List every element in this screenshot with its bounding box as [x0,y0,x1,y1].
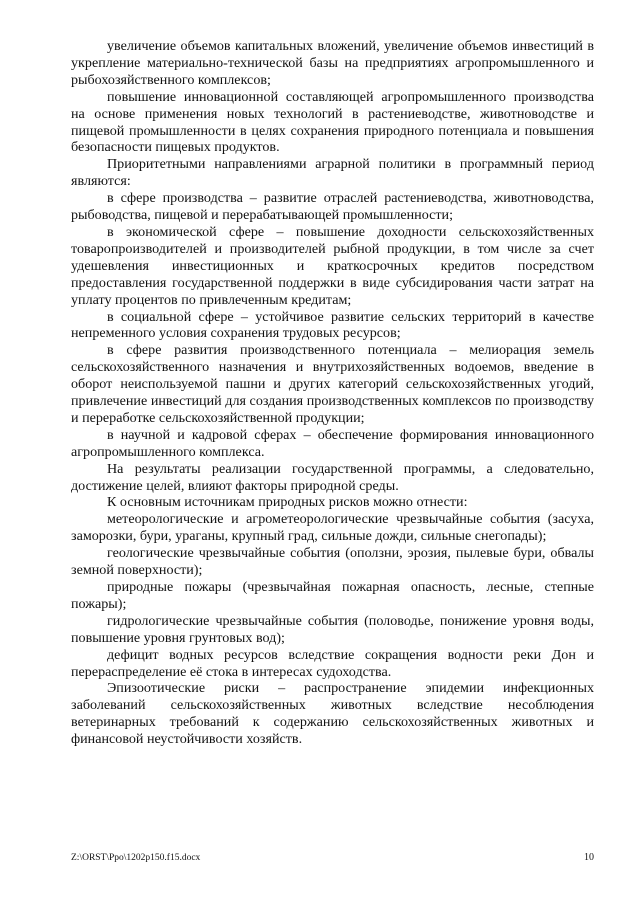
paragraph: в социальной сфере – устойчивое развитие сельских территорий в качестве непременного условия сохранения трудовых ресурсов; [71,308,594,342]
document-body [71,38,594,748]
paragraph: увеличение объемов капитальных вложений, увеличение объемов инвестиций в укрепление материально-технической базы на предприятиях агропромышленного и рыбохозяйственного комплексов; [71,38,594,88]
paragraph: дефицит водных ресурсов вследствие сокращения водности реки Дон и перераспределение её стока в интересах судоходства. [71,646,594,680]
paragraph: повышение инновационной составляющей агропромышленного производства на основе применения новых технологий в растениеводстве, животноводстве и пищевой промышленности в целях сохранения природного потенциала и повышения безопасности пищевых продуктов. [71,88,594,156]
paragraph: геологические чрезвычайные события (оползни, эрозия, пылевые бури, обвалы земной поверхности); [71,545,594,579]
paragraph: Эпизоотические риски – распространение эпидемии инфекционных заболеваний сельскохозяйственных животных вследствие несоблюдения ветеринарных требований к содержанию сельскохозяйственных животных и финансовой неустойчивости хозяйств. [71,680,594,748]
paragraph: в сфере развития производственного потенциала – мелиорация земель сельскохозяйственного назначения и внутрихозяйственных водоемов, введение в оборот неиспользуемой пашни и других категорий сельскохозяйственных угодий, привлечение инвестиций для создания производственных комплексов по производству и переработке сельскохозяйственной продукции; [71,342,594,426]
paragraph: в сфере производства – развитие отраслей растениеводства, животноводства, рыбоводства, пищевой и перерабатывающей промышленности; [71,190,594,224]
paragraph: Приоритетными направлениями аграрной политики в программный период являются: [71,156,594,190]
paragraph: гидрологические чрезвычайные события (половодье, понижение уровня воды, повышение уровня грунтовых вод); [71,612,594,646]
paragraph: На результаты реализации государственной программы, а следовательно, достижение целей, влияют факторы природной среды. [71,460,594,494]
paragraph: в научной и кадровой сферах – обеспечение формирования инновационного агропромышленного комплекса. [71,426,594,460]
paragraph: метеорологические и агрометеорологические чрезвычайные события (засуха, заморозки, бури, ураганы, крупный град, сильные дожди, сильные снегопады); [71,511,594,545]
paragraph: в экономической сфере – повышение доходности сельскохозяйственных товаропроизводителей и производителей рыбной продукции, в том числе за счет удешевления инвестиционных и краткосрочных кредитов посредством предоставления государственной поддержки в виде субсидирования части затрат на уплату процентов по привлеченным кредитам; [71,223,594,308]
paragraph: К основным источникам природных рисков можно отнести: [107,494,468,511]
file-path: Z:\ORST\Ppo\1202p150.f15.docx [71,853,201,863]
page-footer [71,852,594,864]
page-number: 10 [584,852,594,863]
paragraph: природные пожары (чрезвычайная пожарная опасность, лесные, степные пожары); [71,579,594,612]
